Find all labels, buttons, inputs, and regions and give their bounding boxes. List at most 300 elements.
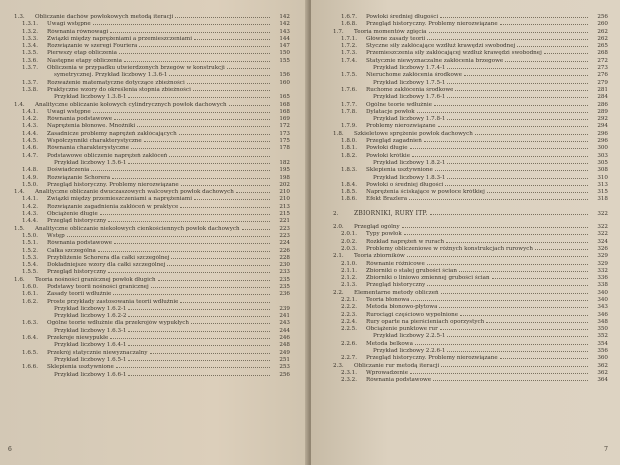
toc-leader-dots	[187, 83, 270, 84]
toc-entry	[14, 160, 290, 167]
toc-leader-dots	[447, 97, 588, 98]
toc-entry-number: 2.0.1.	[341, 231, 358, 238]
toc-entry	[14, 233, 290, 240]
toc-entry-page: 296	[597, 130, 608, 137]
toc-entry-page: 362	[597, 369, 608, 376]
toc-entry-title: Problemy nierozwiązane	[366, 123, 436, 130]
toc-entry-number: 1.3.1.	[22, 21, 39, 28]
toc-entry-title: Przykład liczbowy 1.3.8-1	[54, 94, 127, 101]
left-page	[0, 0, 309, 465]
toc-entry-title: Obciążenie długie	[47, 211, 98, 218]
toc-leader-dots	[194, 39, 270, 40]
toc-entry-page: 313	[597, 181, 608, 188]
toc-entry-number: 1.5.4.	[22, 262, 39, 269]
toc-leader-dots	[410, 148, 588, 149]
toc-entry-title: Teoria zbiorników	[354, 253, 405, 260]
toc-entry-title: Przykład liczbowy 1.5.6-1	[54, 159, 127, 166]
toc-left	[14, 14, 290, 379]
toc-leader-dots	[242, 229, 270, 230]
toc-entry	[14, 65, 290, 72]
toc-entry-page: 243	[279, 320, 290, 327]
toc-entry-title: Styczne siły zakłócające wzdłuż krawędzi swobodnej	[366, 43, 516, 50]
toc-entry	[333, 341, 608, 348]
toc-entry-page: 262	[597, 35, 608, 42]
toc-entry-title: Zasadnicze problemy naprężeń zakłócających	[47, 130, 177, 137]
toc-entry-page: 165	[279, 94, 290, 101]
toc-leader-dots	[402, 227, 588, 228]
toc-entry-title: Elementarne metody obliczeń	[354, 289, 439, 296]
toc-entry	[14, 299, 290, 306]
toc-entry-title: Powłoki długie	[366, 145, 408, 152]
toc-leader-dots	[464, 75, 588, 76]
toc-entry	[333, 43, 608, 50]
toc-entry-title: Równania podstawowe	[366, 377, 432, 384]
toc-leader-dots	[459, 271, 588, 272]
toc-entry	[14, 335, 290, 342]
toc-entry-title: Teoria momentów zgięcia	[354, 28, 427, 35]
toc-entry-number: 1.7.4.	[341, 57, 358, 64]
toc-leader-dots	[487, 192, 588, 193]
toc-entry-page: 175	[279, 138, 290, 145]
toc-entry	[333, 246, 608, 253]
toc-leader-dots	[98, 251, 270, 252]
toc-entry-page: 221	[279, 218, 290, 225]
toc-entry-title: Analityczne obliczanie dwuczaszowych walcowych powłok dachowych	[35, 189, 234, 196]
right-page	[311, 0, 620, 465]
toc-entry-page: 308	[597, 167, 608, 174]
toc-entry-title: Współczynniki charakterystyczne	[47, 138, 142, 145]
toc-entry	[14, 123, 290, 130]
toc-entry-title: Wprowadzenie	[366, 369, 409, 376]
toc-entry-number: 2.3.	[333, 362, 344, 369]
toc-entry-number: 1.5.0.	[22, 232, 39, 239]
toc-entry-page: 241	[279, 313, 290, 320]
toc-leader-dots	[430, 214, 588, 215]
toc-entry-number: 1.4.2.	[22, 203, 39, 210]
toc-entry	[333, 363, 608, 370]
toc-entry-title: Teoria błonowa	[366, 296, 410, 303]
toc-entry-title: Statycznie niewyznaczalne zakłócenia brzegowe	[366, 57, 504, 64]
toc-entry	[333, 261, 608, 268]
page-number-left: 6	[8, 446, 12, 453]
toc-entry	[14, 269, 290, 276]
toc-entry-page: 195	[279, 167, 290, 174]
toc-entry-page: 340	[597, 289, 608, 296]
toc-leader-dots	[447, 351, 588, 352]
toc-entry-title: Przykład liczbowy 1.6.5-1	[54, 356, 127, 363]
toc-entry	[333, 268, 608, 275]
toc-entry-title: Wstęp	[47, 232, 65, 239]
toc-leader-dots	[116, 367, 270, 368]
toc-entry-page: 292	[597, 116, 608, 123]
toc-entry-number: 1.8.3.	[341, 167, 358, 174]
toc-entry-number: 2.2.1.	[341, 296, 358, 303]
toc-entry	[14, 167, 290, 174]
toc-entry-title: Przykład liczbowy 1.7.6-1	[373, 94, 446, 101]
toc-entry	[333, 21, 608, 28]
toc-entry-number: 2.0.2.	[341, 238, 358, 245]
toc-entry-title: Typy powłok	[366, 231, 402, 238]
toc-entry-number: 1.7.2.	[341, 43, 358, 50]
toc-entry-number: 2.0.3.	[341, 245, 358, 252]
toc-leader-dots	[229, 105, 270, 106]
toc-entry	[14, 29, 290, 36]
toc-entry-title: Doświadczenia	[47, 167, 90, 174]
toc-leader-dots	[137, 126, 270, 127]
toc-entry-title: Uwagi wstępne	[47, 21, 91, 28]
toc-entry-title: symetrycznej. Przykład liczbowy 1.3.6-1	[54, 72, 168, 79]
toc-entry	[333, 138, 608, 145]
toc-entry-number: 1.7.	[333, 28, 344, 35]
toc-entry	[333, 312, 608, 319]
toc-entry-number: 1.7.7.	[341, 101, 358, 108]
toc-entry-title: Powłoki o średniej długości	[366, 181, 444, 188]
toc-entry-page: 340	[597, 296, 608, 303]
toc-entry-page: 329	[597, 253, 608, 260]
toc-entry-title: Pierwszy etap obliczenia	[47, 50, 117, 57]
toc-entry	[14, 277, 290, 284]
toc-entry-title: Równania podstawowe	[47, 240, 113, 247]
toc-entry	[14, 372, 290, 379]
toc-entry	[14, 284, 290, 291]
toc-entry-title: Powłoki średniej długości	[366, 14, 439, 20]
toc-entry	[14, 218, 290, 225]
toc-entry-number: 1.4.9.	[22, 174, 39, 181]
toc-entry-title: Przegląd historyczny. Problemy nierozwiązane	[47, 181, 179, 188]
toc-entry-title: Przegląd ogólny	[354, 224, 400, 231]
toc-entry-number: 1.5.1.	[22, 240, 39, 247]
toc-entry-number: 2.1.	[333, 253, 344, 260]
toc-entry-number: 1.4.3.	[22, 123, 39, 130]
toc-entry	[333, 102, 608, 109]
toc-entry	[14, 189, 290, 196]
toc-entry-page: 356	[597, 348, 608, 355]
toc-entry-number: 1.3.7.	[22, 79, 39, 86]
toc-entry-number: 2.2.6.	[341, 340, 358, 347]
toc-entry	[14, 204, 290, 211]
toc-entry-title: Przegląd historyczny	[47, 269, 107, 276]
toc-entry	[333, 231, 608, 238]
toc-entry-title: Obciążenie punktowe rur	[366, 326, 438, 333]
toc-leader-dots	[440, 17, 588, 18]
toc-entry-number: 2.2.7.	[341, 355, 358, 362]
toc-entry-page: 256	[597, 14, 608, 20]
toc-entry	[14, 240, 290, 247]
toc-leader-dots	[180, 302, 270, 303]
toc-entry-number: 1.4.1.	[22, 196, 39, 203]
toc-entry	[333, 282, 608, 289]
toc-entry-page: 300	[597, 145, 608, 152]
toc-leader-dots	[486, 322, 588, 323]
toc-leader-dots	[108, 221, 270, 222]
toc-entry-page: 281	[597, 86, 608, 93]
toc-entry-page: 248	[279, 342, 290, 349]
toc-leader-dots	[438, 126, 588, 127]
toc-entry-number: 1.8.5.	[341, 189, 358, 196]
toc-entry	[333, 116, 608, 123]
toc-leader-dots	[429, 32, 588, 33]
toc-leader-dots	[114, 243, 270, 244]
toc-leader-dots	[100, 214, 270, 215]
toc-leader-dots	[439, 307, 588, 308]
toc-entry-number: 1.6.7.	[341, 14, 358, 20]
toc-entry	[14, 138, 290, 145]
toc-entry	[14, 43, 290, 50]
toc-entry-title: Następne etapy obliczenia	[47, 57, 122, 64]
toc-leader-dots	[227, 68, 270, 69]
toc-leader-dots	[446, 242, 588, 243]
toc-entry-title: Przegląd zagadnień	[366, 138, 422, 145]
toc-leader-dots	[124, 61, 270, 62]
toc-leader-dots	[427, 264, 588, 265]
toc-entry-number: 1.3.3.	[22, 35, 39, 42]
toc-entry-page: 213	[279, 203, 290, 210]
toc-entry-number: 1.8.0.	[341, 138, 358, 145]
toc-entry-page: 198	[279, 174, 290, 181]
toc-leader-dots	[412, 156, 588, 157]
toc-entry-title: Przykład liczbowy 1.8.3-1	[373, 174, 446, 181]
toc-leader-dots	[128, 97, 270, 98]
toc-entry-page: 305	[597, 159, 608, 166]
toc-entry-title: Związki między naprężeniami a przemieszczeniami	[47, 35, 192, 42]
toc-entry	[333, 326, 608, 333]
toc-entry	[14, 21, 290, 28]
toc-entry	[333, 14, 608, 21]
toc-leader-dots	[179, 134, 270, 135]
toc-entry-title: Dylatacje powłok	[366, 108, 415, 115]
toc-entry-page: 310	[597, 174, 608, 181]
toc-entry-page: 364	[597, 377, 608, 384]
toc-leader-dots	[131, 148, 270, 149]
toc-entry	[14, 145, 290, 152]
toc-entry-number: 2.1.2.	[341, 275, 358, 282]
toc-leader-dots	[500, 24, 588, 25]
toc-entry-title: Efekt Brazlera	[366, 196, 408, 203]
toc-entry	[14, 87, 290, 94]
toc-entry	[14, 328, 290, 335]
toc-entry-title: Ogólne teorie wdłużnie	[366, 101, 432, 108]
toc-leader-dots	[175, 17, 270, 18]
toc-leader-dots	[447, 336, 588, 337]
toc-entry-title: Równania równowagi	[47, 28, 109, 35]
toc-entry-title: Uwagi wstępne	[47, 108, 91, 115]
toc-entry-number: 2.2.5.	[341, 326, 358, 333]
toc-leader-dots	[169, 156, 270, 157]
toc-leader-dots	[128, 345, 270, 346]
toc-entry-title: Obliczanie rur metodą iteracji	[354, 362, 440, 369]
toc-entry-number: 1.6.1.	[22, 291, 39, 298]
toc-entry-page: 350	[597, 326, 608, 333]
toc-entry-number: 2.3.2.	[341, 377, 358, 384]
toc-entry-title: Podstawy teorii nośności granicznej	[47, 283, 149, 290]
toc-entry-number: 1.7.1.	[341, 35, 358, 42]
toc-leader-dots	[151, 287, 270, 288]
toc-entry-title: Główne zasady teorii	[366, 35, 426, 42]
toc-entry-title: Rozwiązanie Schorera	[47, 174, 111, 181]
toc-entry	[333, 175, 608, 182]
toc-entry-page: 244	[279, 327, 290, 334]
toc-entry-number: 1.3.6.	[22, 57, 39, 64]
toc-leader-dots	[427, 285, 588, 286]
toc-entry-page: 332	[597, 267, 608, 274]
toc-entry-title: Przykład liczbowy 1.6.3-1	[54, 327, 127, 334]
toc-entry-page: 155	[279, 57, 290, 64]
toc-entry-number: 1.3.2.	[22, 28, 39, 35]
toc-entry	[333, 319, 608, 326]
toc-entry-number: 1.5.3.	[22, 254, 39, 261]
toc-entry-title: Obliczanie dachów powłokowych metodą iteracji	[35, 14, 174, 20]
toc-leader-dots	[517, 46, 588, 47]
toc-leader-dots	[404, 234, 588, 235]
toc-entry-page: 235	[279, 283, 290, 290]
toc-entry	[14, 357, 290, 364]
toc-entry-number: 2.2.4.	[341, 318, 358, 325]
toc-entry-title: Równanie różnicowe	[366, 260, 425, 267]
toc-entry-number: 2.2.2.	[341, 304, 358, 311]
toc-entry	[14, 36, 290, 43]
toc-entry-page: 143	[279, 28, 290, 35]
toc-entry	[14, 58, 290, 65]
toc-entry-number: 1.8.6.	[341, 196, 358, 203]
toc-entry-page: 262	[597, 28, 608, 35]
toc-entry-page: 226	[279, 247, 290, 254]
toc-leader-dots	[424, 141, 588, 142]
toc-entry-page: 147	[279, 43, 290, 50]
toc-entry-page: 246	[279, 335, 290, 342]
toc-entry-page: 178	[279, 145, 290, 152]
toc-leader-dots	[110, 32, 270, 33]
toc-entry-page: 233	[279, 269, 290, 276]
toc-entry-page: 202	[279, 181, 290, 188]
toc-entry-number: 1.4.5.	[22, 138, 39, 145]
toc-entry-title: Teoria nośności granicznej powłok długich	[35, 276, 156, 283]
toc-entry-number: 1.8.4.	[341, 181, 358, 188]
toc-entry-page: 338	[597, 282, 608, 289]
toc-leader-dots	[505, 61, 588, 62]
toc-entry-page: 150	[279, 50, 290, 57]
toc-entry-title: Metoda belkowa	[366, 340, 413, 347]
toc-leader-dots	[128, 163, 270, 164]
toc-entry-number: 1.8.2.	[341, 152, 358, 159]
toc-entry-number: 2.1.3.	[341, 282, 358, 289]
toc-entry	[14, 50, 290, 57]
toc-entry-number: 1.7.5.	[341, 72, 358, 79]
toc-leader-dots	[544, 53, 588, 54]
toc-entry	[333, 50, 608, 57]
toc-leader-dots	[169, 75, 270, 76]
toc-leader-dots	[447, 83, 588, 84]
toc-entry-page: 156	[279, 72, 290, 79]
toc-leader-dots	[434, 105, 588, 106]
toc-entry-number: 1.6.4.	[22, 335, 39, 342]
toc-leader-dots	[447, 119, 588, 120]
toc-entry-number: 1.3.4.	[22, 43, 39, 50]
toc-entry-number: 1.4.3.	[22, 211, 39, 218]
toc-entry-title: Całka szczególna	[47, 247, 96, 254]
toc-entry-page: 230	[279, 262, 290, 269]
toc-leader-dots	[91, 170, 270, 171]
toc-entry-title: Przegląd historyczny. Problemy nierozwiązane	[366, 21, 498, 28]
toc-entry	[333, 153, 608, 160]
toc-entry-title: Przemieszczenia siły zakłócającej wzdłuż krawędzi swobodnej	[366, 50, 542, 57]
toc-entry-number: 1.3.	[14, 14, 25, 20]
toc-entry-page: 215	[279, 211, 290, 218]
toc-entry	[333, 160, 608, 167]
toc-entry-number: 1.5.2.	[22, 247, 39, 254]
toc-leader-dots	[180, 207, 270, 208]
toc-entry-page: 360	[597, 355, 608, 362]
toc-entry-number: 1.5.0.	[22, 181, 39, 188]
toc-entry-number: 1.4.6.	[22, 145, 39, 152]
toc-entry	[333, 333, 608, 340]
toc-entry	[333, 123, 608, 130]
toc-entry	[14, 94, 290, 101]
toc-entry-title: Praktyczne wzory do określenia stopnia zbieżności	[47, 86, 191, 93]
toc-entry	[333, 80, 608, 87]
toc-entry-title: Analityczne obliczanie kołowych cylindrycznych powłok dachowych	[35, 101, 227, 108]
toc-entry	[14, 131, 290, 138]
toc-entry	[333, 297, 608, 304]
toc-leader-dots	[447, 163, 588, 164]
toc-entry-page: 260	[597, 21, 608, 28]
toc-entry-page: 343	[597, 304, 608, 311]
toc-entry	[14, 196, 290, 203]
toc-entry-page: 276	[597, 72, 608, 79]
toc-entry-number: 1.4.2.	[22, 116, 39, 123]
toc-entry-title: Dokładniejsze wzory dla całki szczególnej	[47, 262, 166, 269]
toc-entry-page: 268	[597, 50, 608, 57]
toc-entry-title: Przykład liczbowy 1.7.5-1	[373, 79, 446, 86]
toc-entry-number: 1.5.	[14, 225, 25, 232]
toc-entry	[333, 94, 608, 101]
toc-entry	[14, 102, 290, 109]
toc-entry	[14, 364, 290, 371]
toc-entry-title: Metoda błonowo-płytowa	[366, 304, 438, 311]
toc-entry-page: 256	[279, 371, 290, 378]
toc-entry-title: Przykład liczbowy 1.6.4-1	[54, 342, 127, 349]
toc-entry-title: Sklepienia usztywnione	[366, 167, 433, 174]
page-number-right: 7	[604, 446, 608, 453]
toc-entry	[14, 342, 290, 349]
toc-entry-title: Rozkład naprężeń w rurach	[366, 238, 445, 245]
toc-entry-title: Proste przykłady zastosowania teorii wdłużnie	[47, 298, 179, 305]
toc-leader-dots	[447, 178, 588, 179]
toc-leader-dots	[112, 178, 270, 179]
toc-entry-page: 354	[597, 340, 608, 347]
toc-entry-number: 1.7.8.	[341, 108, 358, 115]
toc-leader-dots	[114, 119, 270, 120]
toc-entry	[14, 153, 290, 160]
toc-entry-number: 2.1.1.	[341, 267, 358, 274]
toc-leader-dots	[535, 249, 588, 250]
toc-entry-title: Przegląd historyczny	[366, 282, 426, 289]
toc-entry	[333, 167, 608, 174]
toc-entry	[333, 72, 608, 79]
toc-entry-number: 2.2.	[333, 289, 344, 296]
toc-entry-page: 322	[597, 210, 608, 217]
toc-entry-number: 2.2.3.	[341, 311, 358, 318]
toc-entry-page: 322	[597, 224, 608, 231]
toc-entry-number: 1.8.	[333, 130, 344, 137]
toc-entry-title: Obliczenia w przypadku utwierdzonych brzegów w konstrukcji	[47, 65, 225, 72]
toc-entry	[14, 116, 290, 123]
toc-entry	[333, 109, 608, 116]
toc-entry-title: Zbiorniki o stałej grubości ścian	[366, 267, 457, 274]
toc-leader-dots	[128, 331, 270, 332]
toc-entry-title: ZBIORNIKI, RURY ITP.	[354, 209, 428, 217]
toc-entry-number: 1.4.1.	[22, 108, 39, 115]
toc-entry	[333, 145, 608, 152]
